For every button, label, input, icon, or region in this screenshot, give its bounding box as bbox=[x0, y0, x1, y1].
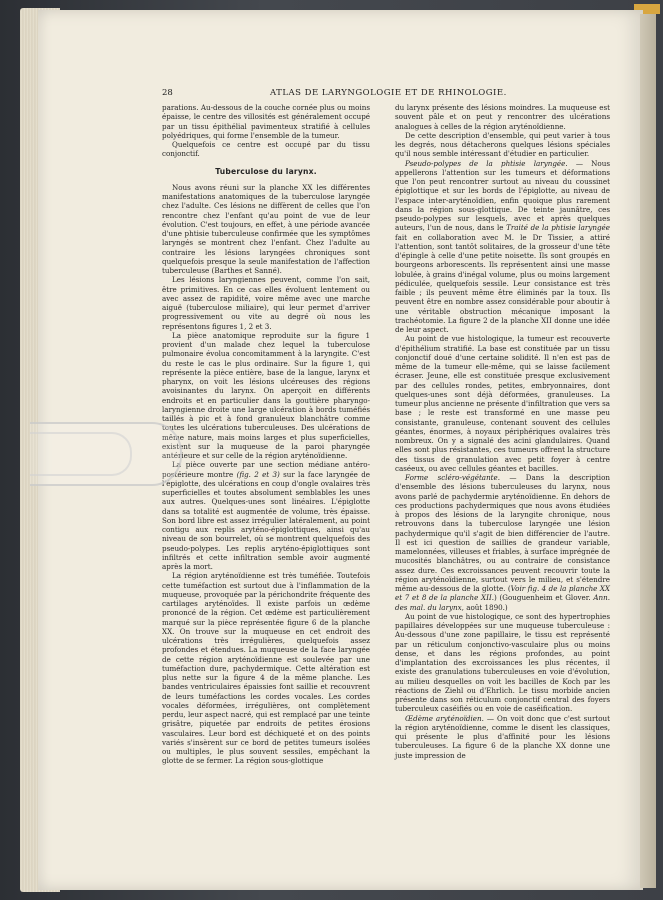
left-paragraph-6: La région aryténoïdienne est très tuméfiée. Toutefois cette tuméfaction est surtout due à l'inflammation de la muqueuse, provoquée par la périchondrite fréquente des cartilages aryténoïdes. Il existe parfois un œdème prononcé de la région. Cet œdème est particulièrement marqué sur la pièce représentée figure 6 de la planche XX. On trouve sur la muqueuse en cet endroit des ulcérations très irrégulières, quelquefois assez profondes et étendues. La muqueuse de la face laryngée de cette région aryténoïdienne est soulevée par une tuméfaction dure, pachydermique. Cette altération est plus nette sur la figure 4 de la même planche. Les bandes ventriculaires épaissies font saillie et recouvrent de leurs tuméfactions les cordes vocales. Les cordes vocales déformées, irrégulières, ont complètement perdu, leur aspect nacré, qui est remplacé par une teinte grisâtre, piquetée par endroits de petites érosions vasculaires. Leur bord est déchiqueté et on des points variés s'insèrent sur ce bord de petites tumeurs isolées ou multiples, le plus souvent sessiles, empêchant la glotte de se fermer. La région sous-glottique bbox=[162, 571, 370, 766]
left-paragraph-2: Nous avons réuni sur la planche XX les différentes manifestations anatomiques de la tuberculose laryngée chez l'adulte. Ces lésions ne diffèrent de celles que l'on rencontre chez l'enfant qu'au point de vue de leur évolution. C'est toujours, en effet, à une période avancée d'une phtisie tuberculeuse confirmée que les symptômes laryngés se montrent chez l'enfant. Chez l'adulte au contraire les lésions laryngées chroniques sont quelquefois presque la seule manifestation de l'affection tuberculeuse (Barthes et Sanné). bbox=[162, 182, 370, 275]
left-paragraph-5 bbox=[162, 460, 370, 571]
text-run: sur la face laryngée de l'épiglotte, des ulcérations en coup d'ongle ovalaires très superficielles et toutes absolument semblables les unes aux autres. Quelques-unes sont linéaires. L'épiglotte dans sa totalité est augmentée de volume, très épaisse. Son bord libre est assez irrégulier latéralement, au point contigu aux replis aryténo-épiglottiques, ainsi qu'au niveau de son bourrelet, où se montrent quelquefois des pseudo-polypes. Les replis aryténo-épiglottiques sont infiltrés et cette infiltration semble avoir augmenté après la mort. bbox=[162, 469, 370, 571]
left-column bbox=[162, 103, 370, 766]
text-run: ) (Gouguenheim et Glover. bbox=[494, 593, 594, 603]
bookmark-ribbon-inner bbox=[30, 432, 132, 476]
text-run: — Nous appellerons l'attention sur les tumeurs et déformations que l'on peut rencontrer surtout au niveau du coussinet épiglottique et sur les bords de l'épiglotte, au niveau de l'espace inter-aryténoïdien, enfin quoique plus rarement dans la région sous-glottique. De teinte jaunâtre, ces pseudo-polypes sur lesquels, avec et après quelques auteurs, l'un de nous, dans le bbox=[395, 158, 610, 233]
text-run: août 1890.) bbox=[463, 602, 508, 612]
italic-run: Traité de la phtisie laryngée bbox=[506, 223, 610, 233]
text-run: fait en collaboration avec M. le Dr Tissier, a attiré l'attention, sont tantôt solitaires, de la grosseur d'une tête d'épingle à celle d'une petite noisette. Ils sont groupés en bourgeons arborescents. Ils représentent ainsi une masse lobulée, à grains d'inégal volume, plus ou moins largement pédiculée, quelquefois sessile. Leur consistance est très faible ; ils peuvent même être éliminés par la toux. Ils peuvent être en nombre assez considérable pour aboutir à une véritable obstruction mécanique imposant la trachéotomie. La figure 2 de la planche XII donne une idée de leur aspect. bbox=[395, 232, 610, 334]
right-paragraph-4 bbox=[395, 473, 610, 612]
running-title: ATLAS DE LARYNGOLOGIE ET DE RHINOLOGIE. bbox=[270, 88, 507, 98]
section-heading: Tuberculose du larynx. bbox=[215, 166, 317, 176]
right-paragraph-5: Au point de vue histologique, ce sont des hypertrophies papillaires développées sur une muqueuse tuberculeuse : Au-dessous d'une zone papillaire, le tissu est représenté par un réticulum conjonctivo-vasculaire plus ou moins dense, et dans les régions profondes, au point d'implantation des excroissances les plus récentes, il existe des granulations tuberculeuses en voie d'évolution, au milieu desquelles on voit les bacilles de Koch par les réactions de Ziehl ou d'Ehrlich. Le tissu morbide ancien présente dans son réticulum conjonctif central des foyers tuberculeux caséifiés ou en voie de caséification. bbox=[395, 611, 610, 714]
page-number: 28 bbox=[162, 88, 173, 98]
left-paragraph-4: La pièce anatomique reproduite sur la figure 1 provient d'un malade chez lequel la tuberculose pulmonaire évolua concomitamment à la laryngite. C'est du reste le cas le plus ordinaire. Sur la figure 1, qui représente la pièce entière, base de la langue, larynx et pharynx, on voit les lésions ulcéreuses des régions avoisinantes du larynx. On aperçoit en différents endroits et en particulier dans la gouttière pharyngo-laryngienne droite une large ulcération à bords tuméfiés taillés à pic et à fond granuleux blanchâtre comme toutes les ulcérations tuberculeuses. Des ulcérations de même nature, mais moins larges et plus superficielles, existent sur la muqueuse de la paroi pharyngée antérieure et sur celle de la région aryténoïdienne. bbox=[162, 330, 370, 460]
right-paragraph-0: du larynx présente des lésions moindres. La muqueuse est souvent pâle et on peut y rencontrer des ulcérations analogues à celles de la région aryténoïdienne. bbox=[395, 103, 610, 131]
right-paragraph-3: Au point de vue histologique, la tumeur est recouverte d'épithélium stratifié. La base est constituée par un tissu conjonctif doué d'une certaine solidité. Il n'en est pas de même de la tumeur elle-même, qui se laisse facilement écraser. Jeune, elle est constituée presque exclusivement par des cellules rondes, petites, embryonnaires, dont quelques-unes sont déjà déformées, granuleuses. La tumeur plus ancienne ne présente d'infiltration que vers sa base ; le reste est transformé en une masse peu consistante, granuleuse, contenant souvent des cellules géantes, énormes, à noyaux périphériques ovalaires très nombreux. On y a signalé des acini glandulaires. Quand elles sont plus résistantes, ces tumeurs offrent la structure des tissus de granulation avec petit foyer à centre caséeux, ou avec cellules géantes et bacilles. bbox=[395, 334, 610, 473]
right-paragraph-2 bbox=[395, 159, 610, 335]
italic-run: Forme scléro-végétante. bbox=[405, 473, 501, 482]
italic-run: Œdème aryténoïdien. bbox=[405, 713, 484, 723]
right-paragraph-6 bbox=[395, 714, 610, 760]
italic-run: (fig. 2 et 3) bbox=[236, 469, 280, 479]
italic-run: Voir fig. 4 de la planche XX et 7 et 8 de la planche XII. bbox=[395, 584, 610, 603]
right-paragraph-1: De cette description d'ensemble, qui peut varier à tous les degrés, nous détacherons quelques lésions spéciales qu'il nous semble intéressant d'étudier en particulier. bbox=[395, 130, 610, 159]
right-column bbox=[395, 103, 610, 760]
text-run: — Dans la description d'ensemble des lésions tuberculeuses du larynx, nous avons parlé de pachydermie aryténoïdienne. En dehors de ces productions pachydermiques que nous avons étudiées à propos des lésions de la laryngite chronique, nous retrouvons dans la tuberculose laryngée une lésion pachydermique qu'il s'agit de bien différencier de l'autre. Il est ici question de saillies de grandeur variable, mamelonnées, villeuses et friables, à surface imprégnée de mucosités blanchâtres, ou au contraire de consistance assez dure. Ces excroissances peuvent recouvrir toute la région aryténoïdienne, surtout vers le milieu, et s'étendre même au-dessous de la glotte. ( bbox=[395, 473, 610, 593]
text-run: — On voit donc que c'est surtout la région aryténoïdienne, comme le disent les classiques, qui présente le plus d'affinité pour les lésions tuberculeuses. La figure 6 de la planche XX donne une juste impression de bbox=[395, 713, 610, 760]
italic-run: Ann. des mal. du larynx, bbox=[395, 593, 610, 612]
text-run: La pièce ouverte par une section médiane antéro-postérieure montre bbox=[162, 460, 370, 479]
italic-run: Pseudo-polypes de la phtisie laryngée. bbox=[405, 158, 568, 168]
left-paragraph-1: Quelquefois ce centre est occupé par du tissu conjonctif. bbox=[162, 140, 370, 159]
left-paragraph-3: Les lésions laryngiennes peuvent, comme l'on sait, être primitives. En ce cas elles évoluent lentement ou avec assez de rapidité, voire même avec une marche aiguë (tuberculose miliaire), qui leur permet d'arriver progressivement ou vite au degré où nous les représentons figures 1, 2 et 3. bbox=[162, 275, 370, 331]
page-right-edge bbox=[640, 14, 656, 888]
left-paragraph-0: parations. Au-dessous de la couche cornée plus ou moins épaisse, le centre des villosités est généralement occupé par un tissu épithélial pavimenteux stratifié à cellules polyédriques, qui forme l'ensemble de la tumeur. bbox=[162, 103, 370, 140]
